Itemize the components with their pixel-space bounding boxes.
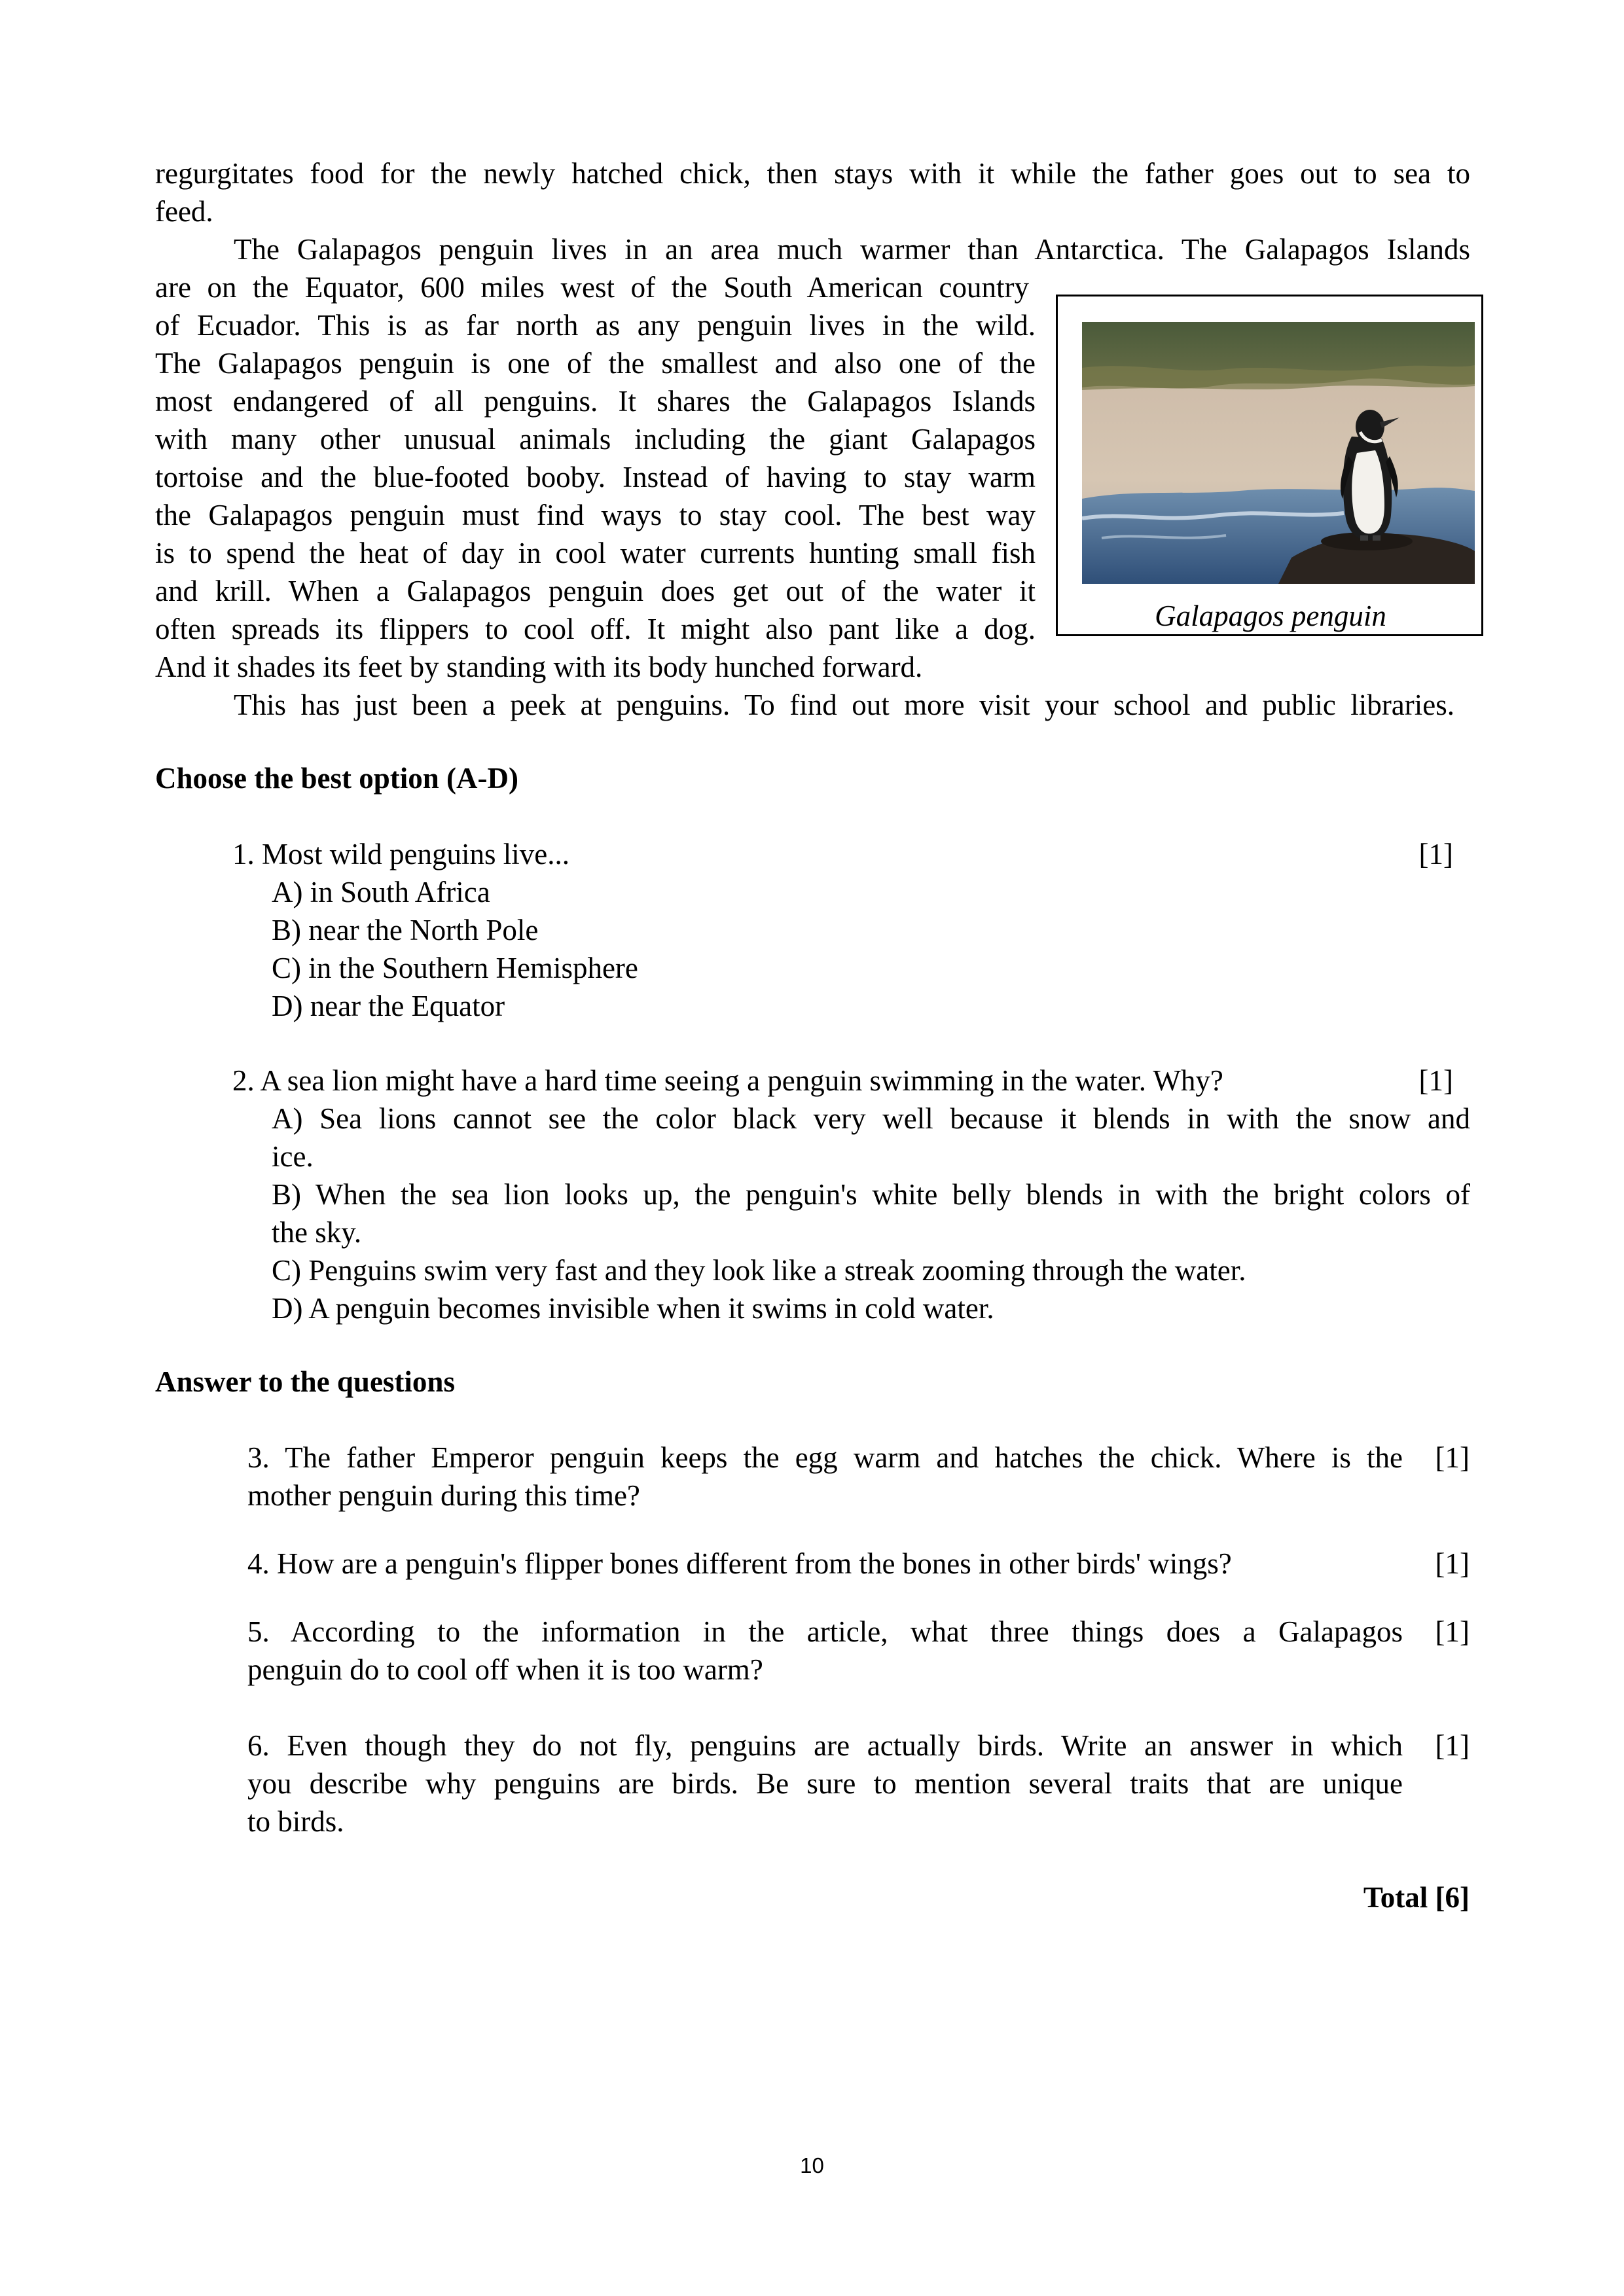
- question-2-option-cont: the sky.: [272, 1216, 362, 1249]
- passage-line: is to spend the heat of day in cool water currents hunting small fish: [155, 537, 1036, 569]
- question-1-option: D) near the Equator: [272, 990, 505, 1022]
- question-3-mark: [1]: [1435, 1441, 1470, 1474]
- figure-caption: Galapagos penguin: [1155, 600, 1386, 632]
- question-6-mark: [1]: [1435, 1729, 1470, 1762]
- passage-line: often spreads its flippers to cool off. It might also pant like a dog.: [155, 613, 1036, 645]
- question-6-text: to birds.: [247, 1805, 344, 1838]
- question-2-option: C) Penguins swim very fast and they look like a streak zooming through the water.: [272, 1254, 1246, 1287]
- question-5-text: penguin do to cool off when it is too warm?: [247, 1653, 763, 1686]
- penguin-photo: [1082, 322, 1475, 584]
- page-number: 10: [800, 2153, 824, 2178]
- passage-line: feed.: [155, 195, 213, 228]
- passage-line: and krill. When a Galapagos penguin does get out of the water it: [155, 575, 1036, 607]
- passage-line: most endangered of all penguins. It shares the Galapagos Islands: [155, 385, 1036, 418]
- question-1-mark: [1]: [1418, 838, 1453, 870]
- passage-line: of Ecuador. This is as far north as any penguin lives in the wild.: [155, 309, 1036, 342]
- question-1-option: A) in South Africa: [272, 876, 490, 908]
- question-2-stem: 2. A sea lion might have a hard time seeing a penguin swimming in the water. Why?: [232, 1064, 1223, 1097]
- passage-line: the Galapagos penguin must find ways to stay cool. The best way: [155, 499, 1036, 531]
- question-6-text: 6. Even though they do not fly, penguins are actually birds. Write an answer in which: [247, 1729, 1403, 1762]
- passage-line: And it shades its feet by standing with its body hunched forward.: [155, 651, 923, 683]
- question-2-option-cont: ice.: [272, 1140, 314, 1173]
- question-5-text: 5. According to the information in the article, what three things does a Galapagos: [247, 1615, 1403, 1648]
- passage-line: This has just been a peek at penguins. To find out more visit your school and public libraries.: [234, 689, 1454, 721]
- question-5-mark: [1]: [1435, 1615, 1470, 1648]
- question-3-text: mother penguin during this time?: [247, 1479, 640, 1512]
- question-2-mark: [1]: [1418, 1064, 1453, 1097]
- question-1-option: B) near the North Pole: [272, 914, 539, 946]
- passage-line: with many other unusual animals including the giant Galapagos: [155, 423, 1036, 456]
- passage-line: The Galapagos penguin is one of the smallest and also one of the: [155, 347, 1036, 380]
- section-heading: Answer to the questions: [155, 1365, 455, 1398]
- question-2-option: B) When the sea lion looks up, the penguin's white belly blends in with the bright colors of: [272, 1178, 1470, 1211]
- question-3-text: 3. The father Emperor penguin keeps the egg warm and hatches the chick. Where is the: [247, 1441, 1403, 1474]
- passage-line: regurgitates food for the newly hatched chick, then stays with it while the father goes out to sea to: [155, 157, 1470, 190]
- question-4-mark: [1]: [1435, 1547, 1470, 1580]
- section-heading: Choose the best option (A-D): [155, 762, 518, 795]
- passage-line: The Galapagos penguin lives in an area much warmer than Antarctica. The Galapagos Islands: [234, 233, 1470, 266]
- total-marks: Total [6]: [1363, 1881, 1470, 1914]
- question-1-option: C) in the Southern Hemisphere: [272, 952, 638, 984]
- question-2-option: A) Sea lions cannot see the color black very well because it blends in with the snow and: [272, 1102, 1470, 1135]
- question-4-text: 4. How are a penguin's flipper bones different from the bones in other birds' wings?: [247, 1547, 1232, 1580]
- question-1-stem: 1. Most wild penguins live...: [232, 838, 569, 870]
- question-6-text: you describe why penguins are birds. Be sure to mention several traits that are unique: [247, 1767, 1403, 1800]
- question-2-option: D) A penguin becomes invisible when it swims in cold water.: [272, 1292, 994, 1325]
- passage-line: tortoise and the blue-footed booby. Instead of having to stay warm: [155, 461, 1036, 493]
- passage-line: are on the Equator, 600 miles west of the South American country: [155, 271, 1029, 304]
